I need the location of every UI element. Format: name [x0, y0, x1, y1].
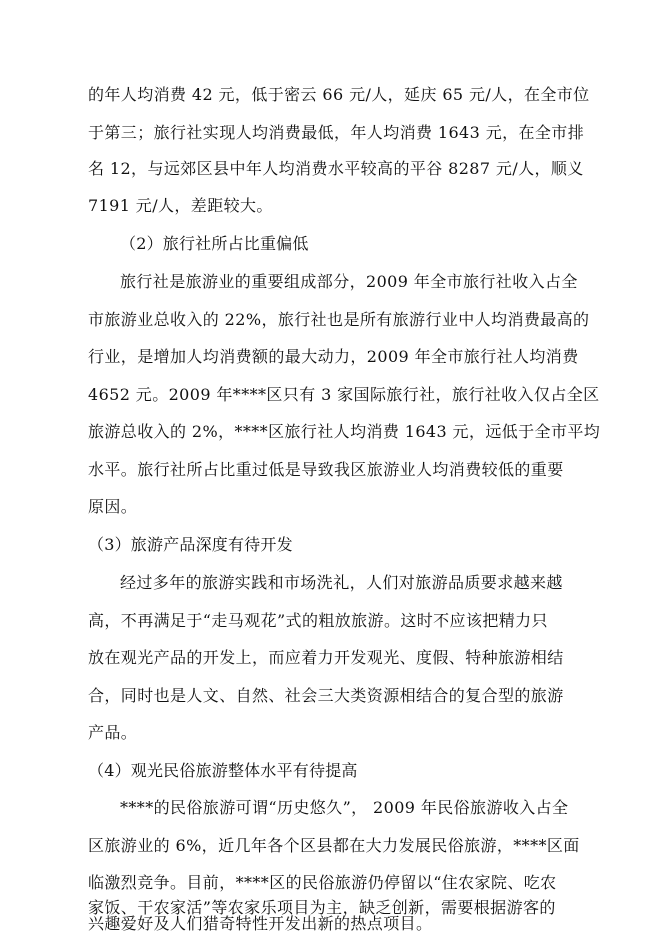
text-line: 的年人均消费 42 元，低于密云 66 元/人，延庆 65 元/人，在全市位 — [88, 85, 590, 104]
text-line: 临激烈竞争。目前，****区的民俗旅游仍停留以“住农家院、吃农 — [88, 873, 557, 892]
text-line: 市旅游业总收入的 22%，旅行社也是所有旅游行业中人均消费最高的 — [88, 310, 590, 329]
section-heading-4: （4）观光民俗旅游整体水平有待提高 — [88, 761, 358, 780]
text-line: 原因。 — [88, 497, 138, 516]
text-line: 放在观光产品的开发上，而应着力开发观光、度假、特种旅游相结 — [88, 648, 564, 667]
text-line: ****的民俗旅游可谓“历史悠久”， 2009 年民俗旅游收入占全 — [120, 798, 569, 817]
text-line: 于第三；旅行社实现人均消费最低，年人均消费 1643 元，在全市排 — [88, 123, 585, 142]
text-line: 旅游总收入的 2%，****区旅行社人均消费 1643 元，远低于全市平均 — [88, 422, 601, 441]
text-line: 行业，是增加人均消费额的最大动力，2009 年全市旅行社人均消费 — [88, 347, 579, 366]
text-line: 高，不再满足于“走马观花”式的粗放旅游。这时不应该把精力只 — [88, 611, 548, 630]
text-line: 经过多年的旅游实践和市场洗礼，人们对旅游品质要求越来越 — [120, 573, 563, 592]
text-line: 兴趣爱好及人们猎奇特性开发出新的热点项目。 — [88, 914, 433, 933]
text-line: 水平。旅行社所占比重过低是导致我区旅游业人均消费较低的重要 — [88, 460, 564, 479]
text-line: 家饭、干农家活”等农家乐项目为主，缺乏创新，需要根据游客的 — [88, 898, 556, 917]
text-line: 区旅游业的 6%，近几年各个区县都在大力发展民俗旅游，****区面 — [88, 836, 580, 855]
text-line: 4652 元。2009 年****区只有 3 家国际旅行社，旅行社收入仅占全区 — [88, 385, 600, 404]
section-heading-2: （2）旅行社所占比重偏低 — [120, 234, 309, 253]
text-line: 产品。 — [88, 723, 138, 742]
text-line: 7191 元/人，差距较大。 — [88, 196, 273, 215]
section-heading-3: （3）旅游产品深度有待开发 — [88, 535, 293, 554]
text-line: 旅行社是旅游业的重要组成部分，2009 年全市旅行社收入占全 — [120, 272, 578, 291]
text-line: 名 12，与远郊区县中年人均消费水平较高的平谷 8287 元/人，顺义 — [88, 159, 584, 178]
text-line: 合，同时也是人文、自然、社会三大类资源相结合的复合型的旅游 — [88, 686, 564, 705]
